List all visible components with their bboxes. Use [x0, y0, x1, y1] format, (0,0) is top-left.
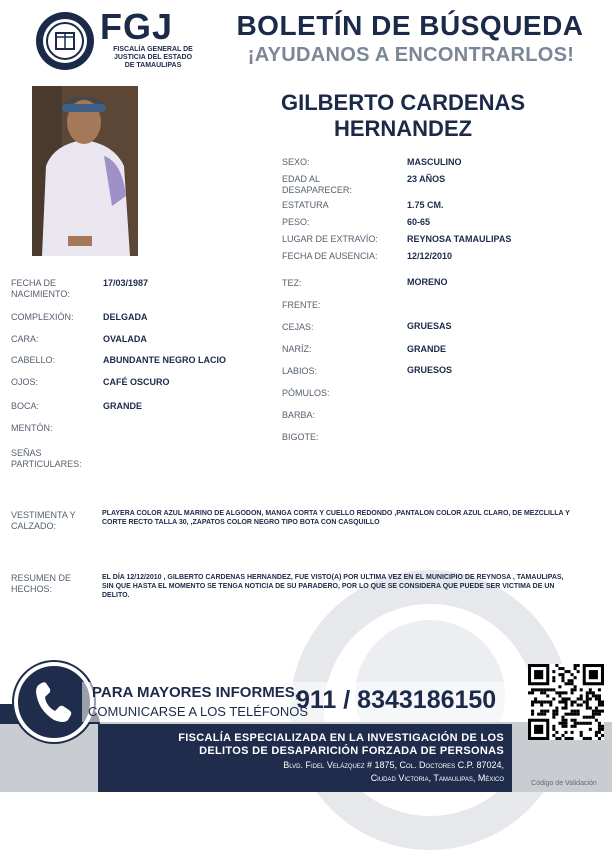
field-value-cara: OVALADA — [103, 334, 147, 344]
field-label-tez: TEZ: — [282, 278, 302, 288]
field-label-boca: BOCA: — [11, 401, 40, 411]
field-value-cabello: ABUNDANTE NEGRO LACIO — [103, 355, 226, 365]
agency-address-line1: Blvd. Fidel Velázquez # 1875, Col. Doctores C.P. 87024, — [283, 760, 504, 770]
field-label-menton: MENTÓN: — [11, 423, 53, 433]
field-label-nacimiento: FECHA DE NACIMIENTO: — [11, 278, 70, 299]
field-value-complexion: DELGADA — [103, 312, 148, 322]
field-value-sexo: MASCULINO — [407, 157, 462, 167]
seal-icon — [34, 10, 96, 72]
field-label-fecha-ausencia: FECHA DE AUSENCIA: — [282, 251, 378, 261]
page-title: BOLETÍN DE BÚSQUEDA — [236, 10, 584, 41]
logo-text: FGJ — [100, 6, 174, 47]
logo-subtext: FISCALÍA GENERAL DE JUSTICIA DEL ESTADO DE TAMAULIPAS — [113, 46, 193, 69]
field-label-sexo: SEXO: — [282, 157, 310, 167]
fgj-logo — [30, 8, 200, 78]
field-label-peso: PESO: — [282, 217, 310, 227]
agency-name-line1: FISCALÍA ESPECIALIZADA EN LA INVESTIGACIÓN DE LOS — [178, 732, 504, 744]
field-label-pomulos: PÓMULOS: — [282, 388, 330, 398]
field-label-edad: EDAD AL DESAPARECER: — [282, 174, 352, 195]
field-label-cejas: CEJAS: — [282, 322, 314, 332]
person-name-line1: GILBERTO CARDENAS — [280, 90, 526, 115]
field-value-nacimiento: 17/03/1987 — [103, 278, 149, 288]
field-label-lugar: LUGAR DE EXTRAVÍO: — [282, 234, 378, 244]
field-label-frente: FRENTE: — [282, 300, 321, 310]
contact-phone: 911 / 8343186150 — [296, 686, 497, 714]
page-subtitle: ¡AYUDANOS A ENCONTRARLOS! — [247, 44, 575, 66]
field-value-estatura: 1.75 CM. — [407, 200, 444, 210]
clothing-label: VESTIMENTA Y CALZADO: — [11, 510, 76, 531]
field-value-boca: GRANDE — [103, 401, 143, 411]
agency-address-line2: Ciudad Victoria, Tamaulipas, México — [370, 773, 504, 783]
qr-code-icon — [528, 664, 604, 740]
person-photo — [32, 86, 138, 256]
field-label-barba: BARBA: — [282, 410, 316, 420]
phone-icon — [18, 666, 90, 738]
field-label-nariz: NARÍZ: — [282, 344, 312, 354]
field-value-tez: MORENO — [407, 277, 448, 287]
agency-name-line2: DELITOS DE DESAPARICIÓN FORZADA DE PERSONAS — [199, 745, 504, 757]
qr-caption: Código de Validación — [531, 780, 597, 787]
field-label-ojos: OJOS: — [11, 377, 39, 387]
summary-label: RESUMEN DE HECHOS: — [11, 573, 72, 594]
person-name-line2: HERNANDEZ — [333, 116, 473, 141]
field-label-estatura: ESTATURA — [282, 200, 329, 210]
qr-code — [528, 664, 604, 740]
clothing-text: PLAYERA COLOR AZUL MARINO DE ALGODON, MANGA CORTA Y CUELLO REDONDO ,PANTALON COLOR AZUL CLARO, DE MEZCLILLA Y CORTE RECTO TALLA 30, ,ZAPATOS COLOR NEGRO TIPO BOTA CON CASQUILLO — [102, 510, 570, 526]
contact-line2: COMUNICARSE A LOS TELÉFONOS — [88, 704, 309, 719]
field-value-ojos: CAFÉ OSCURO — [103, 377, 170, 387]
field-value-fecha-ausencia: 12/12/2010 — [407, 251, 453, 261]
field-label-cara: CARA: — [11, 334, 39, 344]
field-label-labios: LABIOS: — [282, 366, 318, 376]
field-label-complexion: COMPLEXIÓN: — [11, 312, 74, 322]
field-value-cejas: GRUESAS — [407, 321, 452, 331]
field-value-peso: 60-65 — [407, 217, 431, 227]
summary-text: EL DÍA 12/12/2010 , GILBERTO CARDENAS HERNANDEZ, FUE VISTO(A) POR ULTIMA VEZ EN EL MUNICIPIO DE REYNOSA , TAMAULIPAS, SIN QUE HASTA EL MOMENTO SE TENGA NOTICIA DE SU PARADERO, POR LO QUE SE CONSIDERA QUE PUEDE SER VICTIMA DE UN DELITO. — [102, 574, 564, 599]
field-value-edad: 23 AÑOS — [407, 174, 446, 184]
field-value-lugar: REYNOSA TAMAULIPAS — [407, 234, 512, 244]
field-value-labios: GRUESOS — [407, 365, 453, 375]
field-label-senas: SEÑAS PARTICULARES: — [11, 448, 82, 469]
field-label-bigote: BIGOTE: — [282, 432, 319, 442]
field-value-nariz: GRANDE — [407, 344, 447, 354]
contact-line1: PARA MAYORES INFORMES, — [92, 684, 299, 701]
field-label-cabello: CABELLO: — [11, 355, 56, 365]
